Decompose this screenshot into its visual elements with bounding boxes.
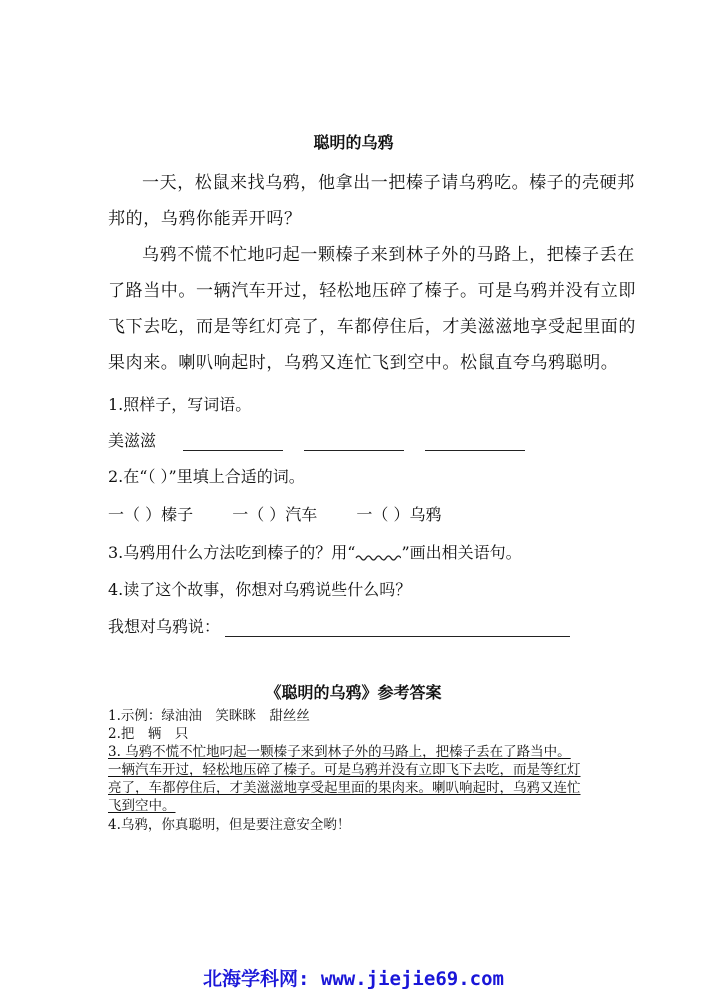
answer-3-line: 飞到空中。 xyxy=(108,798,176,814)
question-3 xyxy=(108,540,522,563)
story-line: 一天，松鼠来找乌鸦，他拿出一把榛子请乌鸦吃。榛子的壳硬邦 xyxy=(142,173,635,193)
page-title: 聪明的乌鸦 xyxy=(313,133,394,152)
story-line: 果肉来。喇叭响起时，乌鸦又连忙飞到空中。松鼠直夸乌鸦聪明。 xyxy=(108,353,619,373)
question-1-row xyxy=(108,428,525,451)
answer-4: 4.乌鸦，你真聪明，但是要注意安全哟！ xyxy=(108,817,351,833)
answer-title: 《聪明的乌鸦》参考答案 xyxy=(265,683,442,702)
fill-item[interactable]: 一（ ）乌鸦 xyxy=(356,505,442,524)
footer-link[interactable]: 北海学科网: www.jiejie69.com xyxy=(203,968,504,990)
answer-prompt: 我想对乌鸦说： xyxy=(108,617,221,636)
answer-1: 1.示例：绿油油 笑眯眯 甜丝丝 xyxy=(108,708,310,724)
question-1: 1.照样子，写词语。 xyxy=(108,395,252,414)
answer-3-line: 亮了，车都停住后，才美滋滋地享受起里面的果肉来。喇叭响起时，乌鸦又连忙 xyxy=(108,780,581,796)
answer-blank[interactable] xyxy=(425,432,525,451)
answer-2: 2.把 辆 只 xyxy=(108,726,189,742)
answer-3-line: 一辆汽车开过，轻松地压碎了榛子。可是乌鸦并没有立即飞下去吃，而是等红灯 xyxy=(108,762,581,778)
story-line: 乌鸦不慌不忙地叼起一颗榛子来到林子外的马路上，把榛子丢在 xyxy=(142,245,635,265)
fill-item[interactable]: 一（ ）汽车 xyxy=(232,505,318,524)
wavy-line-icon xyxy=(355,553,401,563)
answer-blank[interactable] xyxy=(304,432,404,451)
story-line: 邦的，乌鸦你能弄开吗？ xyxy=(108,209,302,229)
question-4: 4.读了这个故事，你想对乌鸦说些什么吗？ xyxy=(108,580,412,599)
answer-blank[interactable] xyxy=(183,432,283,451)
answer-3-line: 3. 乌鸦不慌不忙地叼起一颗榛子来到林子外的马路上，把榛子丢在了路当中。 xyxy=(108,744,571,760)
question-2: 2.在“（ ）”里填上合适的词。 xyxy=(108,467,305,486)
example-word: 美滋滋 xyxy=(108,431,157,450)
story-line: 飞下去吃，而是等红灯亮了，车都停住后，才美滋滋地享受起里面的 xyxy=(108,317,636,337)
answer-line[interactable] xyxy=(225,618,570,637)
fill-item[interactable]: 一（ ）榛子 xyxy=(108,505,194,524)
story-line: 了路当中。一辆汽车开过，轻松地压碎了榛子。可是乌鸦并没有立即 xyxy=(108,281,636,301)
question-3-text: 3.乌鸦用什么方法吃到榛子的？用“ xyxy=(108,543,356,562)
question-2-items xyxy=(108,502,441,525)
question-3-text-end: ”画出相关语句。 xyxy=(401,543,522,562)
question-4-row xyxy=(108,614,570,637)
